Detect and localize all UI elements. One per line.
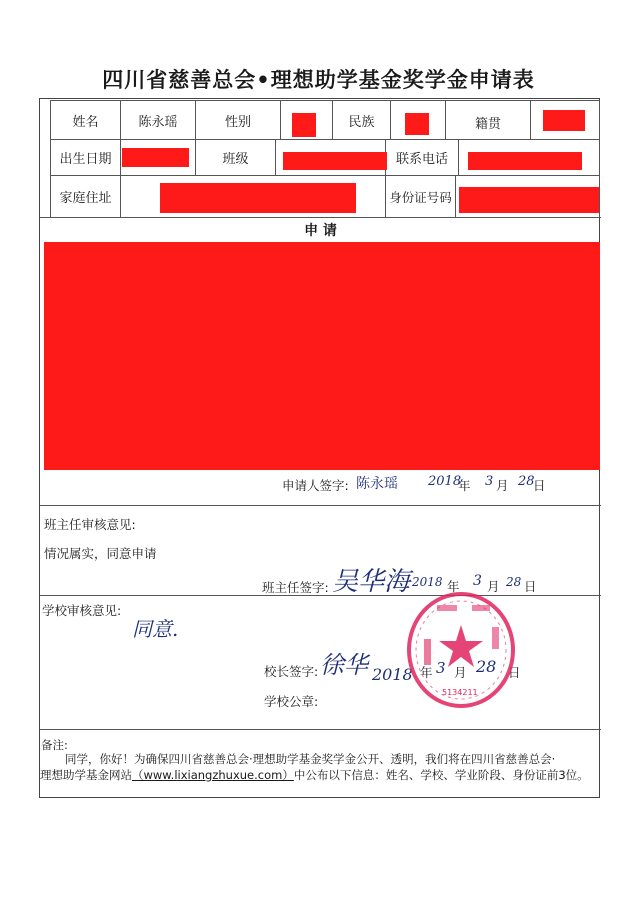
teacher-year-char: 年 xyxy=(447,579,460,594)
ethnicity-redaction xyxy=(405,113,429,135)
col-divider xyxy=(390,100,391,139)
native-place-label: 籍贯 xyxy=(474,116,501,132)
id-number-redaction xyxy=(459,187,599,213)
phone-redaction xyxy=(468,152,582,170)
application-heading: 申 请 xyxy=(304,223,337,239)
teacher-signature-label: 班主任签字: xyxy=(262,580,329,595)
name-label: 姓名 xyxy=(72,114,99,130)
notes-line-2-prefix: 理想助学基金网站 xyxy=(40,768,132,782)
col-divider xyxy=(275,139,276,175)
notes-label: 备注: xyxy=(41,738,68,752)
school-review-label: 学校审核意见: xyxy=(42,603,122,618)
notes-line-2 xyxy=(40,767,595,784)
address-label: 家庭住址 xyxy=(59,191,112,206)
name-value: 陈永瑶 xyxy=(138,114,178,130)
teacher-day-char: 日 xyxy=(524,579,537,594)
applicant-signature-label: 申请人签字: xyxy=(282,478,349,493)
principal-day-char: 日 xyxy=(508,665,521,680)
application-text-redaction xyxy=(44,242,600,470)
col-divider xyxy=(280,100,281,139)
applicant-signature: 陈永瑶 xyxy=(356,476,398,492)
principal-year-char: 年 xyxy=(420,665,433,680)
principal-date-month: 3 xyxy=(436,659,446,677)
form-frame xyxy=(39,98,600,798)
col-divider xyxy=(455,175,456,217)
class-redaction xyxy=(283,152,387,170)
form-title: 四川省慈善总会•理想助学基金奖学金申请表 xyxy=(102,68,535,92)
phone-label: 联系电话 xyxy=(395,152,448,167)
application-date-month: 3 xyxy=(485,474,494,489)
info-table-right-border xyxy=(599,100,600,217)
notes-line-1: 同学，你好！为确保四川省慈善总会·理想助学基金奖学金公开、透明，我们将在四川省慈善总会· xyxy=(65,752,556,766)
birth-date-label: 出生日期 xyxy=(59,152,112,167)
info-row-divider xyxy=(50,175,599,176)
school-review-opinion: 同意. xyxy=(132,617,179,641)
native-place-redaction xyxy=(543,110,585,131)
principal-date-day: 28 xyxy=(476,657,497,676)
gender-redaction xyxy=(292,113,316,137)
school-seal-label: 学校公章: xyxy=(264,694,319,709)
col-divider xyxy=(458,139,459,175)
id-number-label: 身份证号码 xyxy=(389,189,452,205)
teacher-month-char: 月 xyxy=(487,579,500,594)
notes-line-2-suffix: 中公布以下信息：姓名、学校、学业阶段、身份证前3位。 xyxy=(293,768,589,782)
gender-label: 性别 xyxy=(224,114,251,130)
application-year-char: 年 xyxy=(458,478,471,493)
teacher-signature: 吴华海 xyxy=(332,567,411,597)
application-day-char: 日 xyxy=(533,478,546,493)
principal-date-year: 2018 xyxy=(372,665,413,684)
application-date-year: 2018 xyxy=(428,474,462,489)
principal-month-char: 月 xyxy=(454,665,467,680)
school-seal-code: 5134211 xyxy=(442,688,478,697)
website-link[interactable]: （www.lixiangzhuxue.com） xyxy=(132,768,294,782)
teacher-date-year: 2018 xyxy=(412,575,443,589)
ethnicity-label: 民族 xyxy=(348,114,375,130)
application-month-char: 月 xyxy=(496,478,509,493)
col-divider xyxy=(530,100,531,139)
application-date-day: 28 xyxy=(518,474,535,489)
principal-signature: 徐华 xyxy=(320,651,368,679)
principal-signature-label: 校长签字: xyxy=(264,664,319,679)
section-divider xyxy=(40,505,601,506)
teacher-date-month: 3 xyxy=(473,573,482,589)
teacher-review-opinion: 情况属实，同意申请 xyxy=(44,546,157,561)
address-redaction xyxy=(160,183,356,213)
birth-date-redaction xyxy=(122,148,189,167)
teacher-review-label: 班主任审核意见: xyxy=(44,517,136,532)
section-divider xyxy=(40,729,601,730)
teacher-date-day: 28 xyxy=(506,575,522,589)
class-label: 班级 xyxy=(222,152,249,167)
